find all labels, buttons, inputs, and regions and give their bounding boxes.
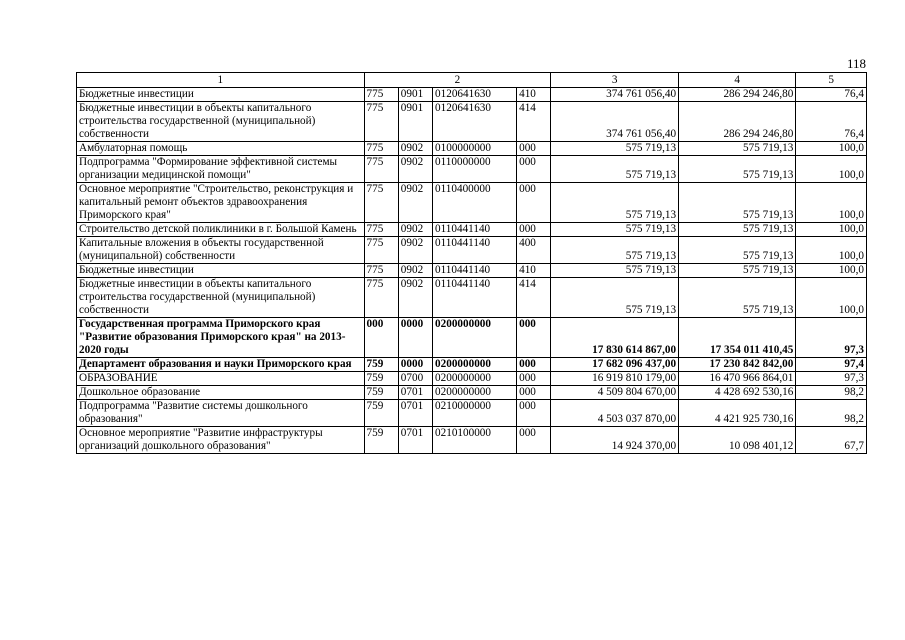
row-value-planned: 374 761 056,40 xyxy=(551,88,679,102)
row-value-actual: 4 428 692 530,16 xyxy=(679,386,796,400)
row-code-section: 0000 xyxy=(398,318,432,358)
row-value-percent: 76,4 xyxy=(796,88,867,102)
row-code-target: 0110400000 xyxy=(433,183,517,223)
table-row xyxy=(77,358,867,372)
table-row xyxy=(77,142,867,156)
row-value-actual: 575 719,13 xyxy=(679,264,796,278)
table-row xyxy=(77,278,867,318)
row-value-planned: 575 719,13 xyxy=(551,278,679,318)
row-value-planned: 14 924 370,00 xyxy=(551,427,679,454)
table-row xyxy=(77,88,867,102)
row-code-target: 0110441140 xyxy=(433,223,517,237)
row-code-section: 0902 xyxy=(398,156,432,183)
row-value-percent: 97,3 xyxy=(796,318,867,358)
row-value-actual: 10 098 401,12 xyxy=(679,427,796,454)
row-value-planned: 575 719,13 xyxy=(551,183,679,223)
row-code-admin: 775 xyxy=(364,102,398,142)
row-value-planned: 575 719,13 xyxy=(551,223,679,237)
row-code-target: 0110441140 xyxy=(433,264,517,278)
page-number: 118 xyxy=(846,56,866,71)
row-code-target: 0100000000 xyxy=(433,142,517,156)
table-row xyxy=(77,156,867,183)
header-col-4: 4 xyxy=(679,73,796,88)
row-code-type: 000 xyxy=(517,400,551,427)
header-row xyxy=(77,73,867,88)
row-name: Подпрограмма "Формирование эффективной системы организации медицинской помощи" xyxy=(77,156,365,183)
row-value-actual: 575 719,13 xyxy=(679,223,796,237)
row-value-percent: 100,0 xyxy=(796,142,867,156)
row-code-target: 0110441140 xyxy=(433,237,517,264)
row-value-planned: 17 830 614 867,00 xyxy=(551,318,679,358)
row-value-actual: 575 719,13 xyxy=(679,278,796,318)
row-code-type: 000 xyxy=(517,142,551,156)
row-value-planned: 4 503 037 870,00 xyxy=(551,400,679,427)
table-row xyxy=(77,264,867,278)
row-value-actual: 575 719,13 xyxy=(679,237,796,264)
row-value-actual: 575 719,13 xyxy=(679,183,796,223)
row-code-type: 414 xyxy=(517,278,551,318)
table-row xyxy=(77,223,867,237)
row-code-type: 000 xyxy=(517,223,551,237)
row-value-planned: 575 719,13 xyxy=(551,156,679,183)
row-value-planned: 374 761 056,40 xyxy=(551,102,679,142)
row-code-type: 000 xyxy=(517,183,551,223)
row-code-type: 000 xyxy=(517,386,551,400)
header-col-1: 1 xyxy=(77,73,365,88)
row-value-actual: 575 719,13 xyxy=(679,142,796,156)
row-code-section: 0701 xyxy=(398,400,432,427)
header-col-2: 2 xyxy=(364,73,551,88)
row-code-section: 0902 xyxy=(398,264,432,278)
header-col-5: 5 xyxy=(796,73,867,88)
row-code-type: 000 xyxy=(517,156,551,183)
budget-table xyxy=(76,72,867,454)
row-code-admin: 775 xyxy=(364,237,398,264)
row-code-target: 0210100000 xyxy=(433,427,517,454)
row-code-admin: 775 xyxy=(364,264,398,278)
row-name: Строительство детской поликлиники в г. Большой Камень xyxy=(77,223,365,237)
header-col-3: 3 xyxy=(551,73,679,88)
row-value-planned: 575 719,13 xyxy=(551,264,679,278)
row-name: Бюджетные инвестиции в объекты капитального строительства государственной (муниципальной) собственности xyxy=(77,102,365,142)
row-name: Департамент образования и науки Приморского края xyxy=(77,358,365,372)
row-name: Подпрограмма "Развитие системы дошкольного образования" xyxy=(77,400,365,427)
row-value-actual: 16 470 966 864,01 xyxy=(679,372,796,386)
row-name: Капитальные вложения в объекты государственной (муниципальной) собственности xyxy=(77,237,365,264)
row-value-actual: 286 294 246,80 xyxy=(679,88,796,102)
row-value-percent: 98,2 xyxy=(796,400,867,427)
row-name: Бюджетные инвестиции в объекты капитального строительства государственной (муниципальной) собственности xyxy=(77,278,365,318)
row-value-percent: 100,0 xyxy=(796,264,867,278)
row-code-section: 0701 xyxy=(398,386,432,400)
row-name: Бюджетные инвестиции xyxy=(77,264,365,278)
table-row xyxy=(77,372,867,386)
row-code-section: 0901 xyxy=(398,88,432,102)
row-code-admin: 759 xyxy=(364,400,398,427)
row-name: Бюджетные инвестиции xyxy=(77,88,365,102)
row-code-type: 000 xyxy=(517,318,551,358)
table-row xyxy=(77,427,867,454)
row-value-percent: 100,0 xyxy=(796,223,867,237)
row-code-admin: 775 xyxy=(364,156,398,183)
row-code-admin: 775 xyxy=(364,278,398,318)
row-value-actual: 286 294 246,80 xyxy=(679,102,796,142)
row-code-type: 000 xyxy=(517,358,551,372)
row-code-target: 0200000000 xyxy=(433,318,517,358)
table-row xyxy=(77,183,867,223)
row-code-section: 0000 xyxy=(398,358,432,372)
row-name: Основное мероприятие "Строительство, реконструкция и капитальный ремонт объектов здравоохранения Приморского края" xyxy=(77,183,365,223)
row-code-target: 0200000000 xyxy=(433,358,517,372)
row-code-type: 414 xyxy=(517,102,551,142)
row-value-actual: 17 230 842 842,00 xyxy=(679,358,796,372)
table-row xyxy=(77,318,867,358)
row-value-percent: 100,0 xyxy=(796,237,867,264)
row-code-admin: 775 xyxy=(364,183,398,223)
row-code-section: 0902 xyxy=(398,142,432,156)
table-row xyxy=(77,102,867,142)
row-code-section: 0902 xyxy=(398,278,432,318)
row-code-admin: 759 xyxy=(364,386,398,400)
row-value-percent: 100,0 xyxy=(796,156,867,183)
row-code-admin: 759 xyxy=(364,372,398,386)
row-value-percent: 76,4 xyxy=(796,102,867,142)
row-name: Амбулаторная помощь xyxy=(77,142,365,156)
row-name: Дошкольное образование xyxy=(77,386,365,400)
row-code-target: 0110441140 xyxy=(433,278,517,318)
row-value-percent: 97,4 xyxy=(796,358,867,372)
row-code-admin: 775 xyxy=(364,142,398,156)
row-code-section: 0902 xyxy=(398,223,432,237)
row-value-percent: 100,0 xyxy=(796,183,867,223)
row-value-planned: 16 919 810 179,00 xyxy=(551,372,679,386)
row-value-actual: 575 719,13 xyxy=(679,156,796,183)
row-code-type: 410 xyxy=(517,264,551,278)
row-code-section: 0901 xyxy=(398,102,432,142)
row-value-planned: 4 509 804 670,00 xyxy=(551,386,679,400)
row-name: ОБРАЗОВАНИЕ xyxy=(77,372,365,386)
row-value-planned: 575 719,13 xyxy=(551,237,679,264)
row-code-section: 0700 xyxy=(398,372,432,386)
row-code-section: 0902 xyxy=(398,183,432,223)
row-value-actual: 17 354 011 410,45 xyxy=(679,318,796,358)
table-row xyxy=(77,400,867,427)
row-code-type: 000 xyxy=(517,427,551,454)
row-value-percent: 97,3 xyxy=(796,372,867,386)
row-code-admin: 759 xyxy=(364,358,398,372)
row-code-admin: 000 xyxy=(364,318,398,358)
row-value-planned: 575 719,13 xyxy=(551,142,679,156)
table-row xyxy=(77,237,867,264)
row-code-target: 0210000000 xyxy=(433,400,517,427)
table-row xyxy=(77,386,867,400)
row-code-admin: 775 xyxy=(364,88,398,102)
row-name: Государственная программа Приморского края "Развитие образования Приморского края" на 2013-2020 годы xyxy=(77,318,365,358)
row-code-type: 000 xyxy=(517,372,551,386)
row-code-admin: 759 xyxy=(364,427,398,454)
row-value-percent: 100,0 xyxy=(796,278,867,318)
row-code-target: 0200000000 xyxy=(433,372,517,386)
row-value-percent: 67,7 xyxy=(796,427,867,454)
row-code-type: 400 xyxy=(517,237,551,264)
row-code-target: 0120641630 xyxy=(433,88,517,102)
row-code-target: 0110000000 xyxy=(433,156,517,183)
row-code-admin: 775 xyxy=(364,223,398,237)
row-code-target: 0120641630 xyxy=(433,102,517,142)
row-code-section: 0701 xyxy=(398,427,432,454)
row-value-percent: 98,2 xyxy=(796,386,867,400)
row-value-planned: 17 682 096 437,00 xyxy=(551,358,679,372)
row-code-type: 410 xyxy=(517,88,551,102)
row-code-target: 0200000000 xyxy=(433,386,517,400)
row-value-actual: 4 421 925 730,16 xyxy=(679,400,796,427)
row-code-section: 0902 xyxy=(398,237,432,264)
row-name: Основное мероприятие "Развитие инфраструктуры организаций дошкольного образования" xyxy=(77,427,365,454)
